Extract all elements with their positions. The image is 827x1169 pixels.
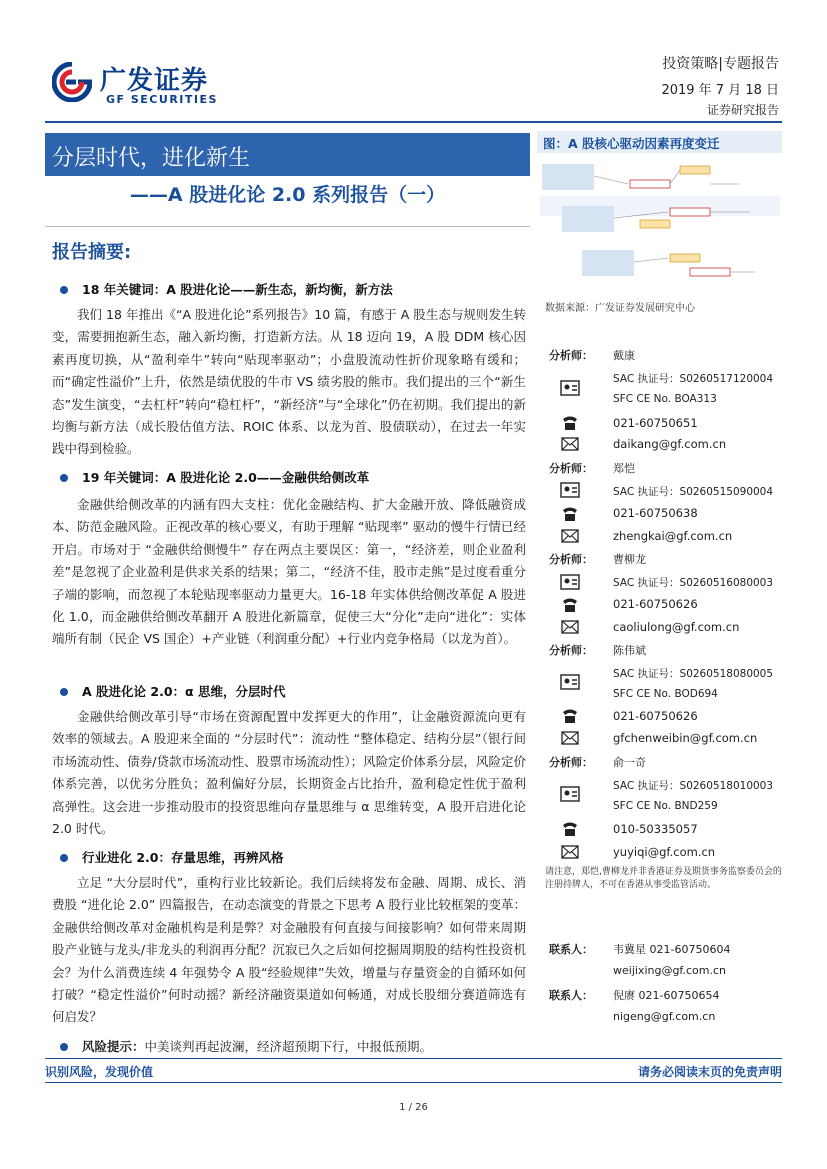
report-subtype: 证券研究报告 (706, 103, 779, 117)
analyst-name: 曹柳龙 (613, 553, 646, 566)
diagram-node (690, 268, 730, 276)
analyst-name: 陈伟斌 (613, 644, 646, 657)
analyst-label: 分析师： (549, 553, 593, 566)
analyst-email[interactable]: gfchenweibin@gf.com.cn (613, 731, 758, 745)
id-card-icon (560, 378, 580, 398)
footer-disclaimer[interactable]: 请务必阅读末页的免责声明 (637, 1065, 782, 1079)
section-paragraph: 金融供给侧改革引导“市场在资源配置中发挥更大的作用”，让金融资源流向更有效率的领域去。A 股迎来全面的 “分层时代”：流动性 “整体稳定、结构分层”（银行间市场流动性、债券/贷款市场流动性、股票市场流动性）；风险定价体系分层，风险定价体系完善，以优劣分胜负；盈利偏好分层，长期资金占比抬升，盈利稳定性优于盈利高弹性。这会进一步推动股市的投资思维向存量思维与 α 思维转变，A 股开启进化论 2.0 时代。 (52, 709, 526, 837)
risk-line (60, 1037, 432, 1055)
mail-icon (560, 617, 580, 637)
analyst-email[interactable]: caoliulong@gf.com.cn (613, 620, 740, 634)
report-type: 投资策略|专题报告 (662, 56, 779, 72)
analyst-label: 分析师： (549, 349, 593, 362)
diagram-box (582, 250, 634, 276)
mail-icon (560, 842, 580, 862)
contact-label: 联系人： (549, 989, 593, 1002)
analyst-phone: 021-60750638 (613, 506, 698, 520)
analyst-email[interactable]: zhengkai@gf.com.cn (613, 529, 733, 543)
bullet-dot-icon (60, 286, 68, 294)
analyst-phone: 021-60750651 (613, 416, 698, 430)
diagram-node (670, 208, 710, 216)
id-card-icon (560, 672, 580, 692)
figure-source: 数据来源：广发证券发展研究中心 (545, 303, 695, 314)
diagram-connector (594, 176, 628, 184)
bullet-dot-icon (60, 1043, 68, 1051)
diagram-connector (634, 258, 668, 262)
mail-icon (560, 526, 580, 546)
bullet-dot-icon (60, 854, 68, 862)
contact-name-phone: 韦冀星 021-60750604 (613, 943, 731, 956)
section-bullet (60, 468, 369, 486)
diagram-box (542, 164, 594, 190)
analyst-sfc: SFC CE No. BOD694 (613, 688, 718, 700)
phone-icon (560, 504, 580, 524)
disclaimer-note: 请注意，郑恺,曹柳龙并非香港证券及期货事务监察委员会的注册持牌人，不可在香港从事受监管活动。 (545, 867, 782, 890)
analyst-sfc: SFC CE No. BOA313 (613, 393, 717, 405)
section-bullet (60, 280, 393, 298)
analyst-email[interactable]: yuyiqi@gf.com.cn (613, 845, 716, 859)
risk-label: 风险提示： (82, 1039, 145, 1054)
divider (45, 226, 530, 227)
analyst-sac: SAC 执证号：S0260516080003 (613, 577, 774, 589)
bullet-dot-icon (60, 474, 68, 482)
footer-rule (45, 1082, 782, 1083)
mail-icon (560, 434, 580, 454)
analyst-email[interactable]: daikang@gf.com.cn (613, 437, 727, 451)
risk-text: 中美谈判再起波澜，经济超预期下行，中报低预期。 (144, 1039, 433, 1054)
bullet-dot-icon (60, 688, 68, 696)
section-paragraph: 立足 “大分层时代”，重构行业比较新论。我们后续将发布金融、周期、成长、消费股 “进化论 2.0” 四篇报告，在动态演变的背景之下思考 A 股行业比较框架的变革：金融供给侧改革对金融机构是利是弊？对金融股有何直接与间接影响？如何带来周期股产业链与龙头/非龙头的利润再分配？沉寂已久之后如何挖掘周期股的结构性投资机会？为什么消费连续 4 年强势令 A 股“经验规律”失效，增量与存量资金的自循环如何打破？“稳定性溢价”何时动摇？新经济融资渠道如何畅通，对成长股细分赛道筛选有何启发？ (52, 875, 526, 1025)
contact-email[interactable]: weijixing@gf.com.cn (613, 964, 727, 977)
phone-icon (560, 413, 580, 433)
diagram-connector (670, 170, 680, 184)
section-paragraph: 金融供给侧改革的内涵有四大支柱：优化金融结构、扩大金融开放、降低融资成本、防范金融风险。正视改革的核心要义，有助于理解 “贴现率” 驱动的慢牛行情已经开启。市场对于 “金融供给侧慢牛” 存在两点主要误区：第一，“经济差，则企业盈利差”是忽视了企业盈利是供求关系的结果；第二，“经济不佳，股市走熊”是过度看重分子端的影响，而忽视了本轮贴现率驱动力量更大。16-18 年实体供给侧改革促 A 股进化 1.0，而金融供给侧改革翻开 A 股进化新篇章，促使三大“分化”走向“进化”：实体端所有制（民企 VS 国企）+产业链（利润重分配）+行业内竞争格局（以龙为首）。 (52, 497, 526, 647)
figure-diagram (540, 158, 780, 288)
analyst-sac: SAC 执证号：S0260518080005 (613, 668, 774, 680)
id-card-icon (560, 784, 580, 804)
diagram-node (630, 180, 670, 188)
analyst-name: 戴康 (613, 349, 635, 362)
header-rule (45, 121, 782, 123)
bullet-text: 行业进化 2.0：存量思维，再辨风格 (82, 850, 284, 865)
footer-rule (45, 1058, 782, 1059)
mail-icon (560, 728, 580, 748)
analyst-phone: 021-60750626 (613, 597, 698, 611)
phone-icon (560, 706, 580, 726)
analyst-phone: 010-50335057 (613, 822, 698, 836)
diagram-node (680, 166, 710, 174)
bullet-text: 19 年关键词：A 股进化论 2.0——金融供给侧改革 (82, 470, 370, 485)
report-subtitle: ——A 股进化论 2.0 系列报告（一） (129, 184, 446, 206)
diagram-node (670, 254, 700, 262)
analyst-sac: SAC 执证号：S0260515090004 (613, 486, 774, 498)
id-card-icon (560, 480, 580, 500)
contact-label: 联系人： (549, 943, 593, 956)
section-bullet (60, 848, 284, 866)
analyst-phone: 021-60750626 (613, 709, 698, 723)
contact-email[interactable]: nigeng@gf.com.cn (613, 1010, 716, 1023)
diagram-node (640, 220, 670, 228)
summary-heading: 报告摘要: (52, 242, 132, 263)
analyst-sac: SAC 执证号：S0260518010003 (613, 780, 774, 792)
phone-icon (560, 819, 580, 839)
id-card-icon (560, 572, 580, 592)
analyst-name: 俞一奇 (613, 756, 646, 769)
analyst-name: 郑恺 (613, 462, 635, 475)
analyst-sac: SAC 执证号：S0260517120004 (613, 373, 774, 385)
analyst-sfc: SFC CE No. BND259 (613, 800, 718, 812)
analyst-label: 分析师： (549, 756, 593, 769)
report-title: 分层时代，进化新生 (52, 146, 251, 171)
logo-cn: 广发证券 (100, 66, 209, 96)
report-date: 2019 年 7 月 18 日 (661, 83, 779, 98)
contact-name-phone: 倪赓 021-60750654 (613, 989, 720, 1002)
footer-slogan: 识别风险，发现价值 (45, 1065, 154, 1079)
analyst-label: 分析师： (549, 644, 593, 657)
bullet-text: A 股进化论 2.0：α 思维，分层时代 (82, 684, 286, 699)
bullet-text: 18 年关键词：A 股进化论——新生态，新均衡，新方法 (82, 282, 393, 297)
section-bullet (60, 682, 285, 700)
gf-logo-icon (52, 62, 92, 102)
logo-en: GF SECURITIES (106, 93, 218, 106)
section-paragraph: 我们 18 年推出《“A 股进化论”系列报告》10 篇，有感于 A 股生态与规则发生转变，需要拥抱新生态，融入新均衡，打造新方法。从 18 迈向 19，A 股 DDM 核心因素再度切换，从“盈利牵牛”转向“贴现率驱动”；小盘股流动性折价现象略有缓和；而“确定性溢价”上升，依然是绩优股的牛市 VS 绩劣股的熊市。我们提出的三个“新生态”发生演变，“去杠杆”转向“稳杠杆”，“新经济”与“全球化”仍在初期。我们提出的新均衡与新方法（成长股估值方法、ROIC 体系、以龙为首、股债联动），在过去一年实践中得到检验。 (52, 307, 526, 457)
phone-icon (560, 595, 580, 615)
analyst-label: 分析师： (549, 462, 593, 475)
figure-title: 图：A 股核心驱动因素再度变迁 (537, 131, 782, 153)
page-number: 1 / 26 (399, 1102, 428, 1113)
